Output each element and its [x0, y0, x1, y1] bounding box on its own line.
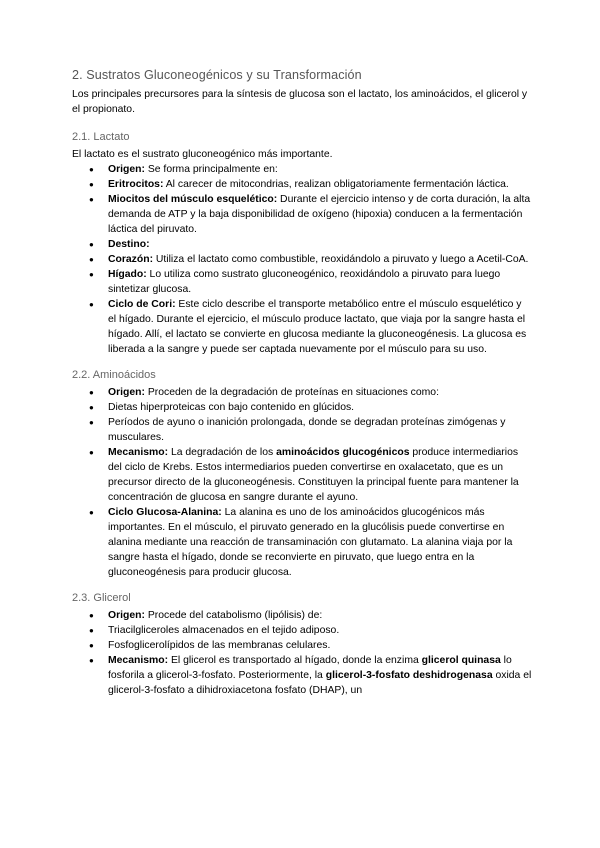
item-bold-term: aminoácidos glucogénicos — [276, 447, 410, 458]
list-item — [72, 385, 532, 400]
document-page — [72, 68, 532, 698]
item-label: Ciclo de Cori: — [108, 299, 176, 310]
aminoacidos-list — [72, 385, 532, 580]
item-bold-term: glicerol-3-fosfato deshidrogenasa — [325, 670, 493, 681]
item-text: lo fosforila a glicerol-3-fosfato. Posteriormente, la — [108, 655, 512, 681]
section-title: 2. Sustratos Gluconeogénicos y su Transformación — [72, 68, 362, 82]
item-label: Mecanismo: — [108, 447, 169, 458]
list-item — [72, 608, 532, 623]
item-text: La degradación de los — [168, 447, 277, 458]
item-text: Períodos de ayuno o inanición prolongada, donde se degradan proteínas zimógenas y musculares. — [108, 417, 506, 443]
list-item — [72, 415, 532, 445]
item-label: Origen: — [108, 610, 145, 621]
item-text: Triacilgliceroles almacenados en el tejido adiposo. — [108, 625, 340, 636]
glicerol-heading: 2.3. Glicerol — [72, 592, 131, 604]
item-text: La alanina es uno de los aminoácidos glucogénicos más importantes. En el músculo, el piruvato generado en la glucólisis puede convertirse en alanina mediante una reacción de transaminación con glutamato. La alanina viaja por la sangre hasta el hígado, donde se reconvierte en piruvato, que luego entra en la gluconeogénesis para producir glucosa. — [108, 507, 513, 578]
item-text: Utiliza el lactato como combustible, reoxidándolo a piruvato y luego a Acetil-CoA. — [153, 254, 529, 265]
glicerol-list — [72, 608, 532, 698]
item-text: El glicerol es transportado al hígado, donde la enzima — [168, 655, 422, 666]
list-item — [72, 162, 532, 177]
lactato-list — [72, 162, 532, 357]
lactato-heading: 2.1. Lactato — [72, 131, 130, 143]
list-item — [72, 638, 532, 653]
item-text: Lo utiliza como sustrato gluconeogénico, reoxidándolo a piruvato para luego sintetizar glucosa. — [108, 269, 501, 295]
item-label: Corazón: — [108, 254, 154, 265]
item-label: Destino: — [108, 239, 150, 250]
item-label: Origen: — [108, 387, 145, 398]
item-text: oxida el glicerol-3-fosfato a dihidroxiacetona fosfato (DHAP), un — [108, 670, 532, 696]
list-item — [72, 237, 532, 252]
item-label: Mecanismo: — [108, 655, 169, 666]
list-item — [72, 445, 532, 505]
item-text: Este ciclo describe el transporte metabólico entre el músculo esquelético y el hígado. Durante el ejercicio, el músculo produce lactato, que viaja por la sangre hasta el hígado. Allí, el lactato se convierte en glucosa mediante la gluconeogénesis. La glucosa es liberada a la sangre y puede ser captada nuevamente por el músculo para su uso. — [108, 299, 527, 355]
section-intro: Los principales precursores para la síntesis de glucosa son el lactato, los aminoácidos, el glicerol y el propionato. — [72, 89, 528, 115]
lactato-intro: El lactato es el sustrato gluconeogénico más importante. — [72, 149, 333, 160]
list-item — [72, 505, 532, 580]
item-text: Proceden de la degradación de proteínas en situaciones como: — [144, 387, 439, 398]
item-text: Procede del catabolismo (lipólisis) de: — [144, 610, 323, 621]
list-item — [72, 177, 532, 192]
item-label: Eritrocitos: — [108, 179, 164, 190]
list-item — [72, 653, 532, 698]
list-item — [72, 400, 532, 415]
aminoacidos-heading: 2.2. Aminoácidos — [72, 369, 156, 381]
item-text: produce intermediarios del ciclo de Krebs. Estos intermediarios pueden convertirse en oxalacetato, que es un precursor directo de la gluconeogénesis. Constituyen la principal fuente para mantener la concentración de glucosa en sangre durante el ayuno. — [108, 447, 519, 503]
item-bold-term: glicerol quinasa — [421, 655, 501, 666]
item-text: Se forma principalmente en: — [144, 164, 278, 175]
list-item — [72, 252, 532, 267]
list-item — [72, 623, 532, 638]
item-text: Durante el ejercicio intenso y de corta duración, la alta demanda de ATP y la baja disponibilidad de oxígeno (hipoxia) conducen a la fermentación láctica del piruvato. — [108, 194, 531, 235]
item-label: Miocitos del músculo esquelético: — [108, 194, 278, 205]
item-text: Dietas hiperproteicas con bajo contenido en glúcidos. — [108, 402, 355, 413]
item-label: Origen: — [108, 164, 145, 175]
item-label: Ciclo Glucosa-Alanina: — [108, 507, 222, 518]
item-label: Hígado: — [108, 269, 147, 280]
list-item — [72, 267, 532, 297]
list-item — [72, 192, 532, 237]
item-text: Fosfoglicerolípidos de las membranas celulares. — [108, 640, 331, 651]
item-text: Al carecer de mitocondrias, realizan obligatoriamente fermentación láctica. — [163, 179, 509, 190]
list-item — [72, 297, 532, 357]
